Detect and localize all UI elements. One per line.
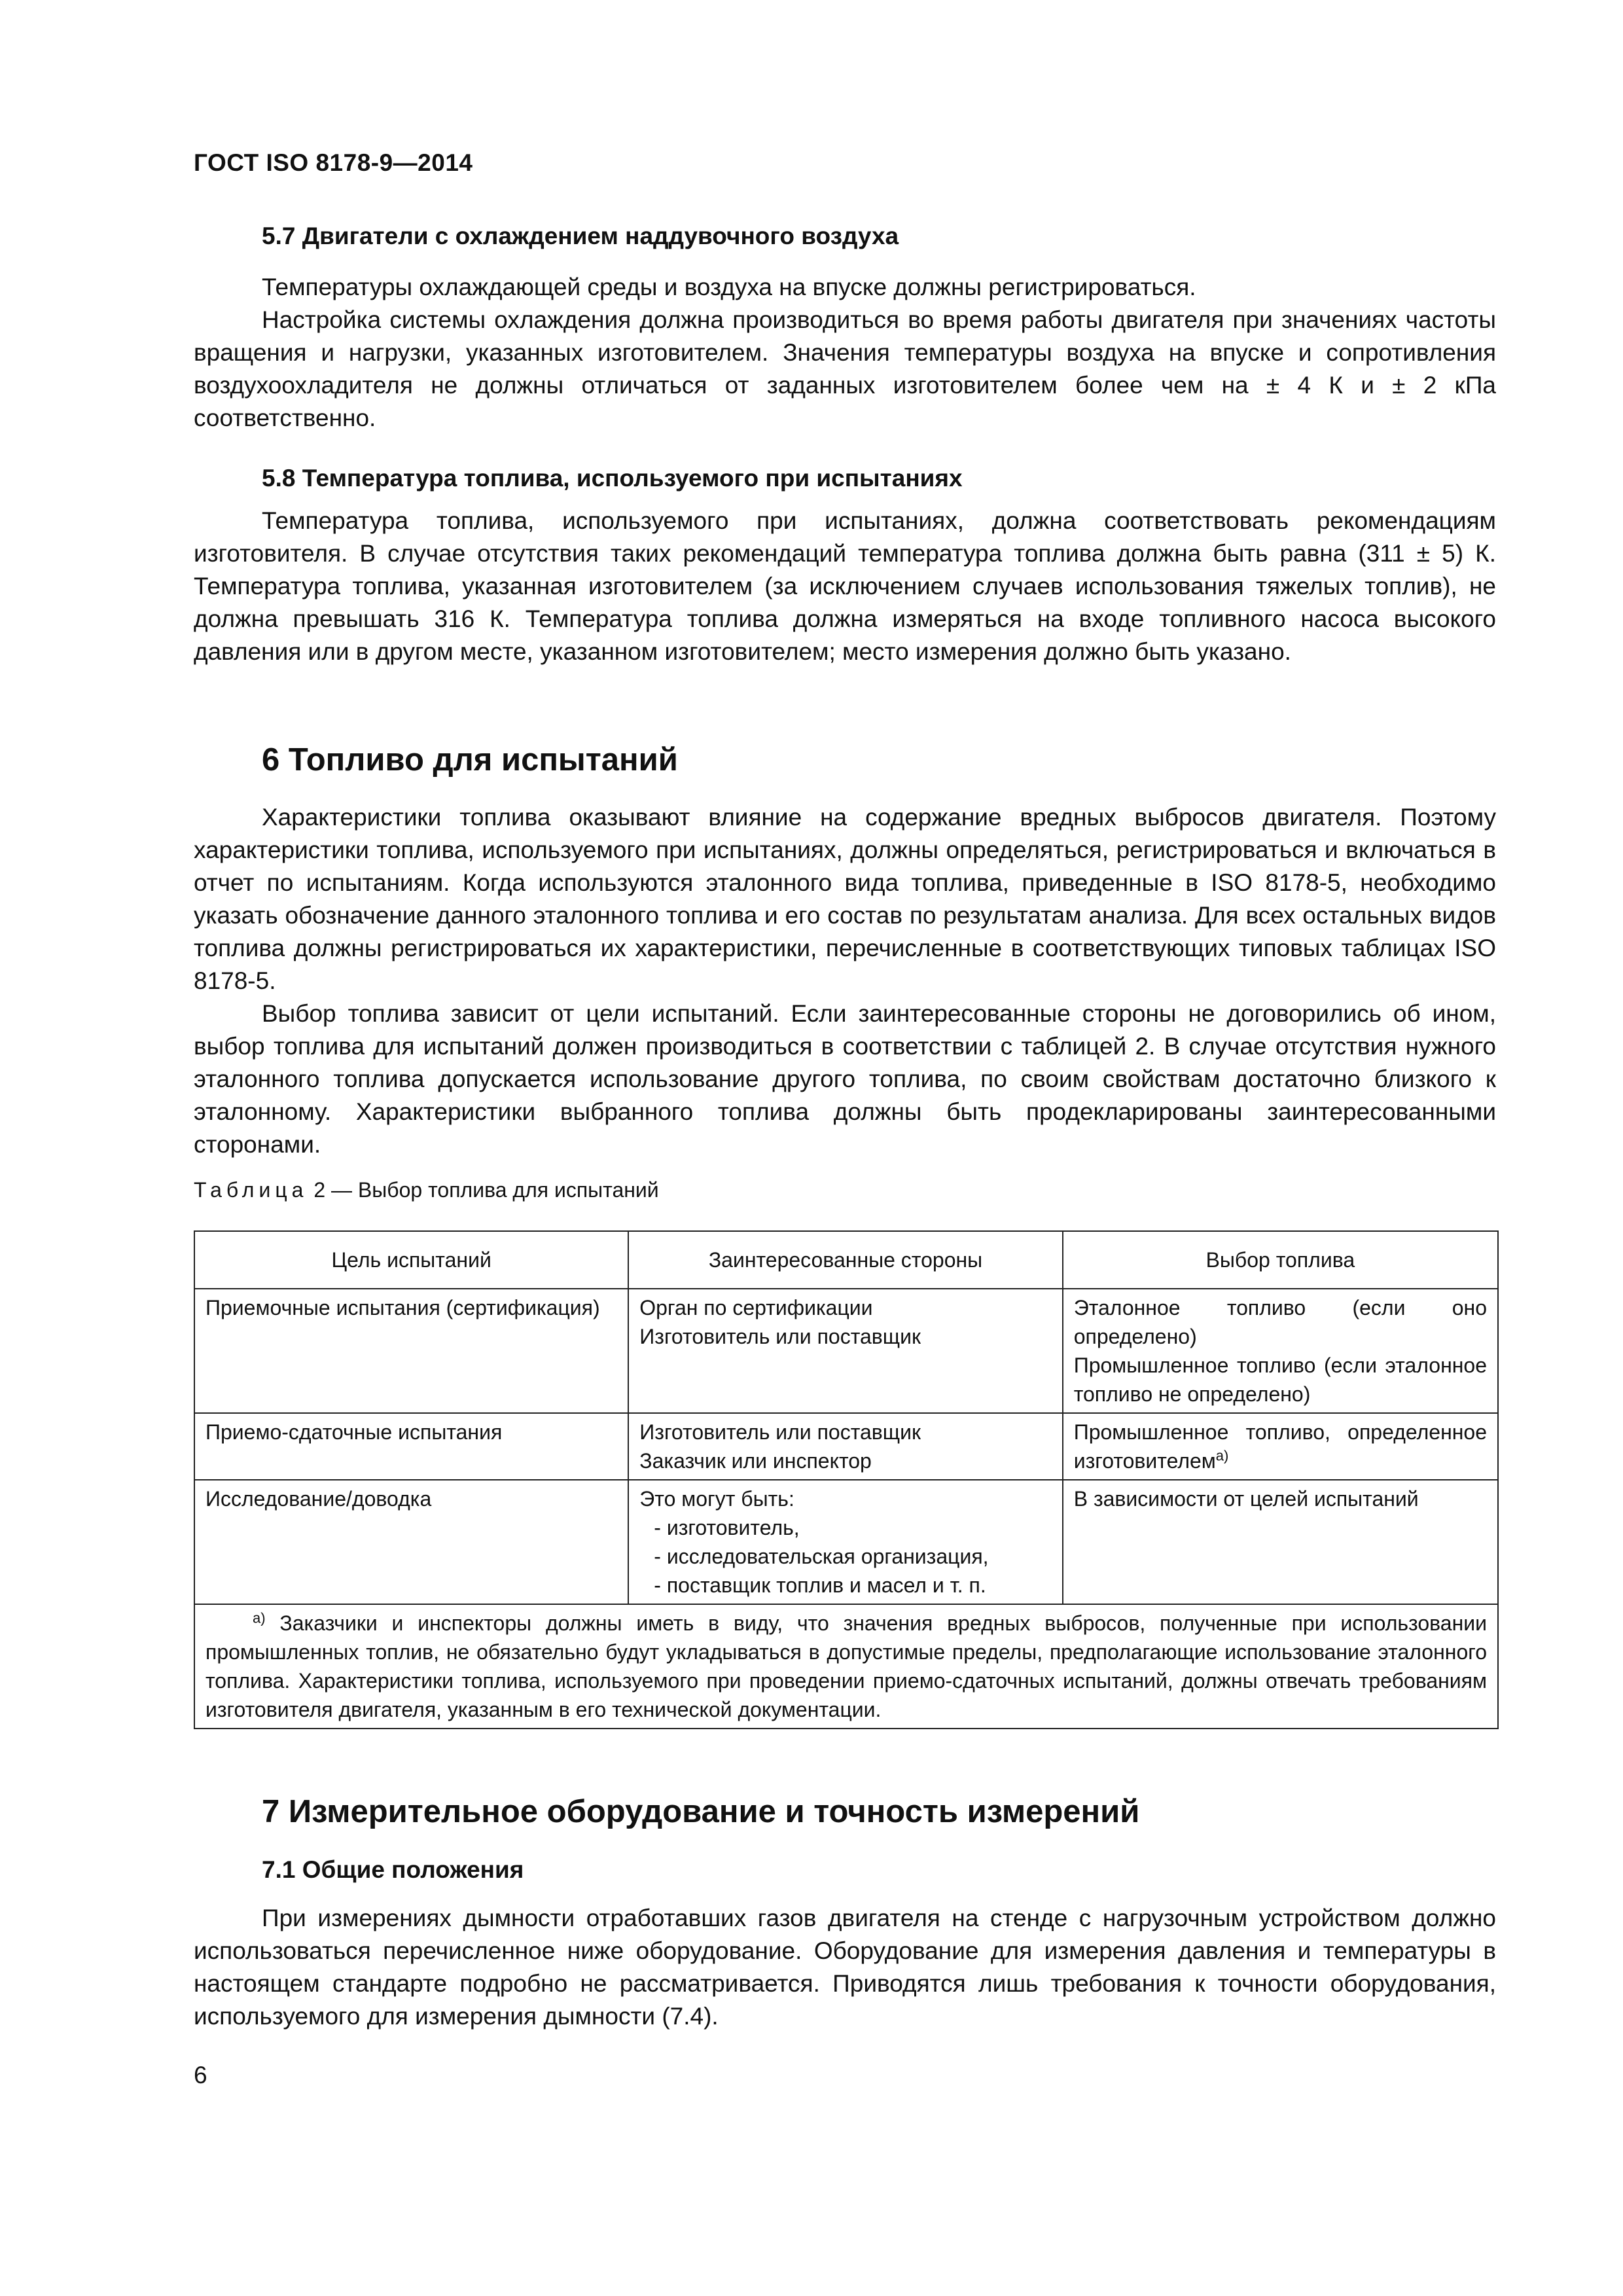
- cell-list-item: - изготовитель,: [654, 1516, 800, 1539]
- cell-line: Изготовитель или поставщик: [639, 1420, 921, 1444]
- cell-line: Это могут быть:: [639, 1487, 794, 1511]
- table-cell: [628, 1289, 1062, 1413]
- cell-line: Изготовитель или поставщик: [639, 1325, 921, 1348]
- section-6-title: 6 Топливо для испытаний: [262, 742, 678, 778]
- section-5-7-title: 5.7 Двигатели с охлаждением наддувочного воздуха: [262, 223, 899, 249]
- cell-line: Орган по сертификации: [639, 1296, 873, 1319]
- table-cell: Приемо-сдаточные испытания: [194, 1413, 628, 1480]
- column-header: Выбор топлива: [1063, 1231, 1498, 1289]
- footnote-marker: а): [1215, 1447, 1229, 1464]
- table-footnote-row: [194, 1604, 1498, 1729]
- cell-line: Заказчик или инспектор: [639, 1449, 872, 1473]
- fuel-selection-table: [194, 1230, 1499, 1729]
- table-row: [194, 1289, 1498, 1413]
- table-caption-word: Таблица: [194, 1178, 308, 1202]
- document-code-header: ГОСТ ISO 8178-9—2014: [194, 149, 473, 176]
- cell-list-item: - исследовательская организация,: [654, 1545, 989, 1568]
- table-cell: [628, 1480, 1062, 1604]
- section-5-7-body: [194, 271, 1496, 435]
- footnote-marker: а): [253, 1609, 266, 1626]
- section-7-title: 7 Измерительное оборудование и точность измерений: [262, 1794, 1140, 1829]
- cell-line: Промышленное топливо (если эталонное топливо не определено): [1073, 1354, 1487, 1406]
- table-caption-text: 2 — Выбор топлива для испытаний: [313, 1178, 659, 1202]
- table-footnote: [194, 1604, 1498, 1729]
- paragraph: Температура топлива, используемого при испытаниях, должна соответствовать рекомендациям изготовителя. В случае отсутствия таких рекомендаций температура топлива должна быть равна (311 ± 5) К. Температура топлива, указанная изготовителем (за исключением случаев использования тяжелых топлив), не должна превышать 316 К. Температура топлива должна измеряться на входе топливного насоса высокого давления или в другом месте, указанном изготовителем; место измерения должно быть указано.: [194, 507, 1496, 665]
- table-row: [194, 1480, 1498, 1604]
- table-caption: [194, 1178, 659, 1202]
- paragraph: Характеристики топлива оказывают влияние на содержание вредных выбросов двигателя. Поэтому характеристики топлива, используемого при испытаниях, должны определяться, регистрироваться и включаться в отчет по испытаниям. Когда используются эталонного вида топлива, приведенные в ISO 8178-5, необходимо указать обозначение данного эталонного топлива и его состав по результатам анализа. Для всех остальных видов топлива должны регистрироваться их характеристики, перечисленные в соответствующих типовых таблицах ISO 8178-5.: [194, 804, 1496, 994]
- cell-list-item: - поставщик топлив и масел и т. п.: [654, 1573, 986, 1597]
- section-5-8-title: 5.8 Температура топлива, используемого при испытаниях: [262, 465, 963, 492]
- table-row: [194, 1413, 1498, 1480]
- cell-line: Эталонное топливо (если оно определено): [1073, 1296, 1487, 1348]
- table-cell: [1063, 1413, 1498, 1480]
- table-header-row: [194, 1231, 1498, 1289]
- table-cell: Приемочные испытания (сертификация): [194, 1289, 628, 1413]
- column-header: Заинтересованные стороны: [628, 1231, 1062, 1289]
- section-5-8-body: [194, 505, 1496, 668]
- paragraph: Настройка системы охлаждения должна производиться во время работы двигателя при значениях частоты вращения и нагрузки, указанных изготовителем. Значения температуры воздуха на впуске и сопротивления воздухоохладителя не должны отличаться от заданных изготовителем более чем на ± 4 К и ± 2 кПа соответственно.: [194, 306, 1496, 431]
- table-cell: [1063, 1289, 1498, 1413]
- column-header: Цель испытаний: [194, 1231, 628, 1289]
- paragraph: При измерениях дымности отработавших газов двигателя на стенде с нагрузочным устройством должно использоваться перечисленное ниже оборудование. Оборудование для измерения давления и температуры в настоящем стандарте подробно не рассматривается. Приводятся лишь требования к точности оборудования, используемого для измерения дымности (7.4).: [194, 1905, 1496, 2030]
- section-7-1-body: [194, 1902, 1496, 2033]
- section-6-body: [194, 801, 1496, 1161]
- paragraph: Температуры охлаждающей среды и воздуха на впуске должны регистрироваться.: [262, 274, 1196, 300]
- table-cell: [628, 1413, 1062, 1480]
- paragraph: Выбор топлива зависит от цели испытаний. Если заинтересованные стороны не договорились об ином, выбор топлива для испытаний должен производиться в соответствии с таблицей 2. В случае отсутствия нужного эталонного топлива допускается использование другого топлива, по своим свойствам достаточно близкого к эталонному. Характеристики выбранного топлива должны быть продекларированы заинтересованными сторонами.: [194, 1000, 1496, 1158]
- section-7-1-title: 7.1 Общие положения: [262, 1856, 524, 1883]
- cell-line: Промышленное топливо, определенное изготовителем: [1073, 1420, 1487, 1473]
- table-cell: Исследование/доводка: [194, 1480, 628, 1604]
- page-number: 6: [194, 2062, 207, 2089]
- table-cell: В зависимости от целей испытаний: [1063, 1480, 1498, 1604]
- footnote-text: $^{а)}$ Заказчики и инспекторы должны иметь в виду, что значения вредных выбросов, полученные при использовании промышленных топлив, не обязательно будут укладываться в допустимые пределы, предполагающие использование эталонного топлива. Характеристики топлива, используемого при проведении приемо-сдаточных испытаний, должны отвечать требованиям изготовителя двигателя, указанным в его технической документации.: [205, 1609, 1487, 1721]
